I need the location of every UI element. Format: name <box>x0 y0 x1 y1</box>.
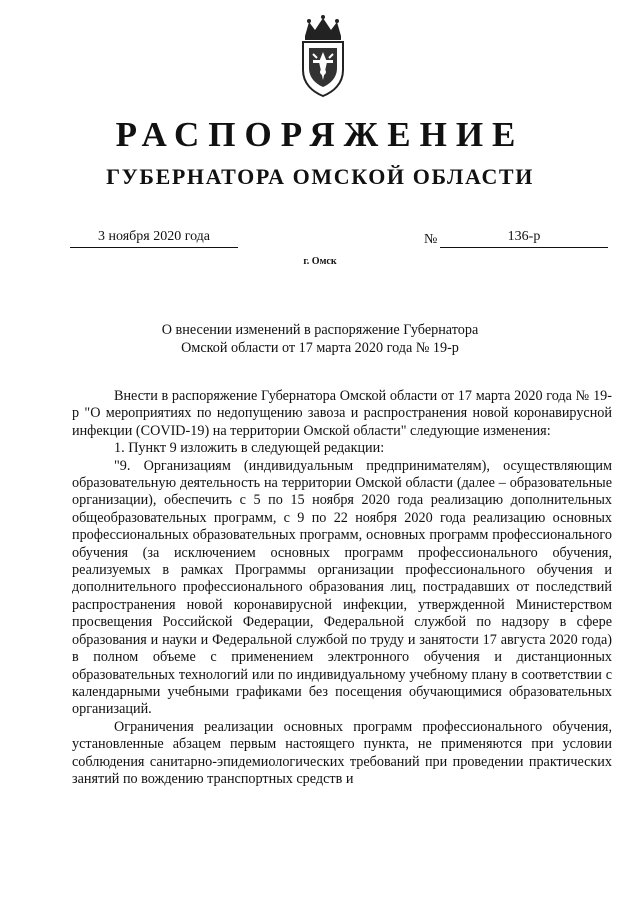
omsk-coat-of-arms-icon <box>295 14 351 98</box>
document-date: 3 ноября 2020 года <box>70 228 238 248</box>
document-title: РАСПОРЯЖЕНИЕ <box>115 115 525 154</box>
number-label: № <box>424 232 438 247</box>
document-subtitle: ГУБЕРНАТОРА ОМСКОЙ ОБЛАСТИ <box>106 164 534 189</box>
body-paragraph: Внести в распоряжение Губернатора Омской области от 17 марта 2020 года № 19-р "О мероприятиях по недопущению завоза и распространения новой коронавирусной инфекции (COVID-19) на территории Омской области" следующие изменения: <box>72 388 612 439</box>
document-heading <box>150 321 490 357</box>
body-paragraph: Ограничения реализации основных программ профессионального обучения, установленные абзацем первым настоящего пункта, не применяются при условии соблюдения санитарно-эпидемиологических требований при проведении практических занятий по вождению транспортных средств и <box>72 718 612 787</box>
heading-line: О внесении изменений в распоряжение Губернатора <box>161 322 479 338</box>
body-paragraph: "9. Организациям (индивидуальным предпринимателям), осуществляющим образовательную деятельность на территории Омской области (далее – образовательные организации), обеспечить с 5 по 15 ноября 2020 года реализацию дополнительных общеобразовательных программ, с 9 по 22 ноября 2020 года реализацию основных профессиональных образовательных программ, основных программ профессионального обучения (за исключением основных программ профессионального обучения, реализуемых в рамках Программы организации профессионального обучения и дополнительного профессионального образования лиц, пострадавших от последствий распространения новой коронавирусной инфекции, утвержденной Министерством просвещения Российской Федерации, Федеральной службой по надзору в сфере образования и науки и Федеральной службой по труду и занятости 17 августа 2020 года) в полном объеме с применением электронного обучения и дистанционных образовательных технологий или по индивидуальному учебному плану в соответствии с календарными учебными графиками без посещения обучающимися образовательных организаций. <box>72 457 612 718</box>
document-number: 136-р <box>440 228 608 248</box>
city: г. Омск <box>303 256 337 267</box>
document-body <box>72 388 612 788</box>
body-paragraph: 1. Пункт 9 изложить в следующей редакции: <box>114 440 385 457</box>
heading-line: Омской области от 17 марта 2020 года № 19-р <box>181 340 459 356</box>
